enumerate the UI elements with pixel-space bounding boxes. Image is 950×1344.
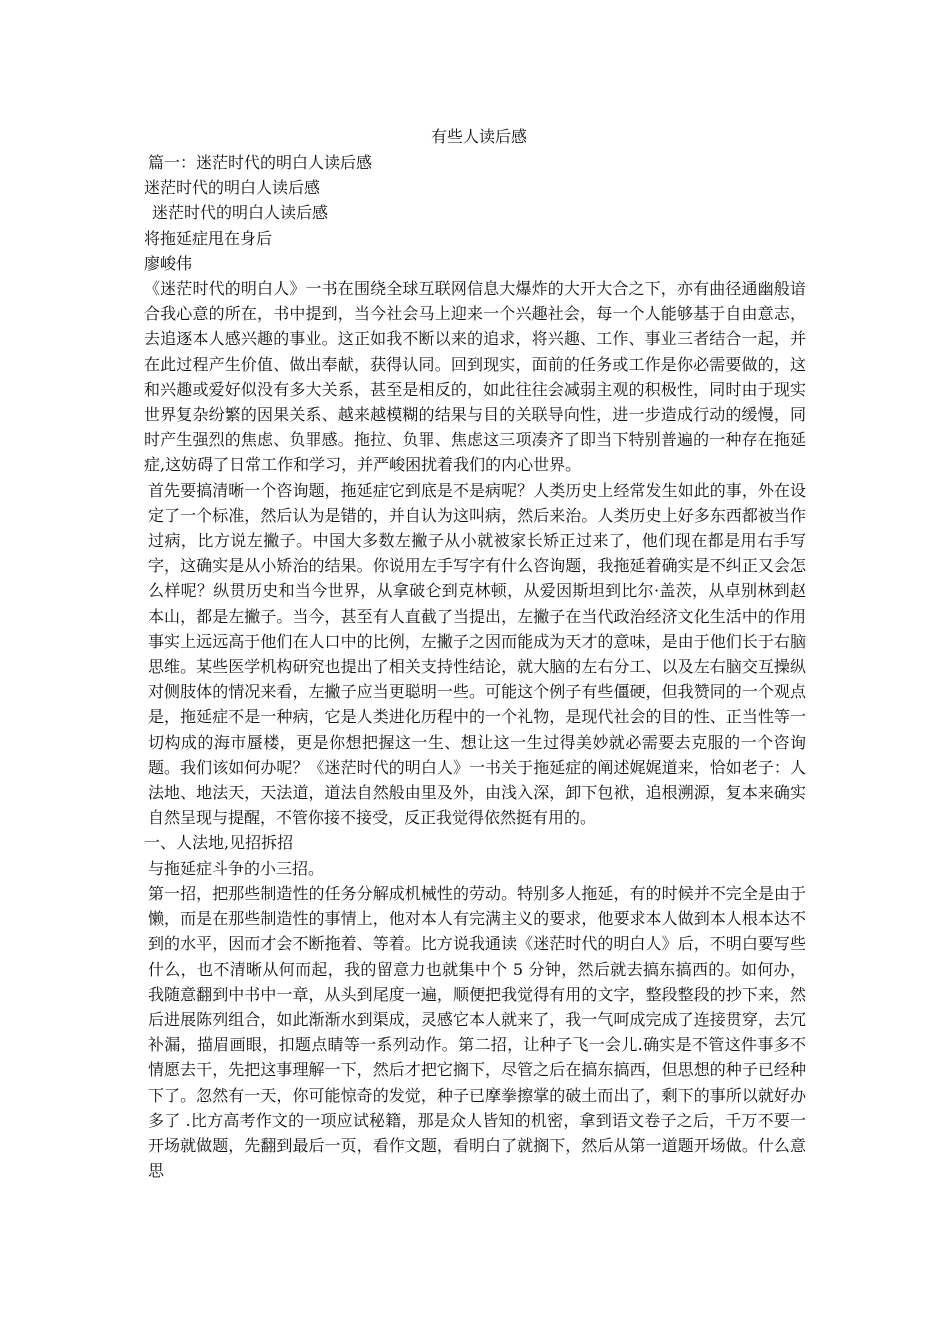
body-paragraph: 第一招，把那些制造性的任务分解成机械性的劳动。特别多人拖延，有的时候并不完全是由于懒，而是在那些制造性的事情上，他对本人有完满主义的要求，他要求本人做到本人根本达不到的水平，因而才会不断拖着、等着。比方说我通读《迷茫时代的明白人》后，不明白要写些什么，也不清晰从何而起，我的留意力也就集中个 5 分钟，然后就去搞东搞西的。如何办，我随意翻到中书中一章，从头到尾度一遍，顺便把我觉得有用的文字，整段整段的抄下来，然后进展陈列组合，如此渐渐水到渠成，灵感它本人就来了，我一气呵成完成了连接贯穿，去冗补漏，描眉画眼，扣题点睛等一系列动作。第二招，让种子飞一会儿.确实是不管这件事多不情愿去干，先把这事理解一下，然后才把它搁下，尽管之后在搞东搞西，但思想的种子已经种下了。忽然有一天，你可能惊奇的发觉，种子已摩拳擦掌的破土而出了，剩下的事所以就好办多了 .比方高考作文的一项应试秘籍，那是众人皆知的机密，拿到语文卷子之后，千万不要一开场就做题，先翻到最后一页，看作文题，看明白了就搁下，然后从第一道题开场做。什么意思: [148, 883, 806, 1181]
body-paragraph: 《迷茫时代的明白人》一书在围绕全球互联网信息大爆炸的大开大合之下，亦有曲径通幽般谙合我心意的所在，书中提到，当今社会马上迎来一个兴趣社会，每一个人能够基于自由意志，去追逐本人感兴趣的事业。这正如我不断以来的追求，将兴趣、工作、事业三者结合一起，并在此过程产生价值、做出奉献，获得认同。回到现实，面前的任务或工作是你必需要做的，这和兴趣或爱好似没有多大关系，甚至是相反的，如此往往会减弱主观的积极性，同时由于现实世界复杂纷繁的因果关系、越来越模糊的结果与目的关联导向性，进一步造成行动的缓慢，同时产生强烈的焦虑、负罪感。拖拉、负罪、焦虑这三项凑齐了即当下特别普遍的一种存在拖延症,这妨碍了日常工作和学习，并严峻困扰着我们的内心世界。: [144, 279, 806, 475]
heading-line: 将拖延症甩在身后: [144, 228, 273, 248]
body-paragraph: 首先要搞清晰一个咨询题，拖延症它到底是不是病呢？人类历史上经常发生如此的事，外在设定了一个标准，然后认为是错的，并自认为这叫病，然后来治。人类历史上好多东西都被当作过病，比方说左撇子。中国大多数左撇子从小就被家长矫正过来了，他们现在都是用右手写字，这确实是从小矫治的结果。你说用左手写字有什么咨询题，我拖延着确实是不纠正又会怎么样呢？纵贯历史和当今世界，从拿破仑到克林顿，从爱因斯坦到比尔·盖茨，从卓别林到赵本山，都是左撇子。当今，甚至有人直截了当提出，左撇子在当代政治经济文化生活中的作用事实上远远高于他们在人口中的比例，左撇子之因而能成为天才的意味，是由于他们长于右脑思维。某些医学机构研究也提出了相关支持性结论，就大脑的左右分工、以及左右脑交互操纵对侧肢体的情况来看，左撇子应当更聪明一些。可能这个例子有些僵硬，但我赞同的一个观点是，拖延症不是一种病，它是人类进化历程中的一个礼物，是现代社会的目的性、正当性等一切构成的海市蜃楼，更是你想把握这一生、想让这一生过得美妙就必需要去克服的一个咨询题。我们该如何办呢？《迷茫时代的明白人》一书关于拖延症的阐述娓娓道来，恰如老子：人法地、地法天，天法道，道法自然般由里及外，由浅入深，卸下包袱，追根溯源，复本来确实自然呈现与提醒，不管你接不接受，反正我觉得依然挺有用的。: [148, 480, 806, 828]
heading-line: 迷茫时代的明白人读后感: [144, 178, 321, 198]
document-page: [144, 124, 806, 1183]
heading-line: 迷茫时代的明白人读后感: [152, 203, 329, 223]
section-subheading: 与拖延症斗争的小三招。: [148, 858, 325, 878]
author-line: 廖峻伟: [144, 253, 193, 273]
heading-line: 篇一：迷茫时代的明白人读后感: [148, 153, 373, 172]
document-title: 有些人读后感: [430, 127, 527, 146]
section-heading: 一、人法地,见招拆招: [144, 833, 294, 853]
